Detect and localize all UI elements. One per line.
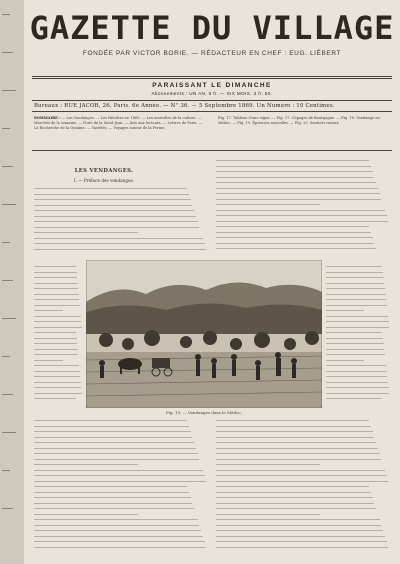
text-line: [216, 519, 380, 520]
text-line: [34, 459, 199, 460]
text-line: [34, 426, 189, 427]
text-line: [326, 354, 385, 355]
text-line: [216, 426, 371, 427]
summary-right-text: Fig. 17. Tableau d'une vigne. — Fig. 17. Cépages de Bourgogne. — Fig. 18. Vendange en Médoc. — Fig. 19. Épreuves nouvelles. — Fig. 20. Sentiers ruraux.: [218, 116, 380, 125]
text-line: [216, 503, 374, 504]
margin-mark: [2, 470, 10, 474]
text-line: [34, 199, 191, 200]
text-line: [216, 188, 378, 189]
text-line: [34, 547, 206, 548]
text-line: [34, 486, 187, 487]
text-line: [326, 327, 389, 328]
text-line: [34, 481, 206, 482]
bureau-rule-top: [32, 100, 392, 101]
text-line: [34, 205, 192, 206]
text-line: [326, 393, 389, 394]
text-line: [326, 360, 364, 361]
text-line: [216, 508, 376, 509]
founder-line: FONDÉE PAR VICTOR BORIE. — RÉDACTEUR EN CHEF : EUG. LIÉBERT: [82, 50, 342, 57]
text-line: [216, 442, 376, 443]
text-line: [216, 248, 376, 249]
summary-block: [34, 116, 390, 144]
text-line: [34, 530, 201, 531]
column-left-wrap: [34, 266, 82, 399]
text-line: [326, 305, 387, 306]
text-line: [34, 210, 194, 211]
text-line: [216, 199, 381, 200]
newspaper-title: GAZETTE DU VILLAGE: [29, 9, 395, 47]
text-line: [216, 525, 381, 526]
text-line: [216, 215, 387, 216]
text-line: [216, 210, 385, 211]
text-line: [216, 530, 383, 531]
text-line: [326, 338, 383, 339]
margin-mark: [2, 90, 16, 94]
text-line: [34, 227, 199, 228]
summary-left: [34, 116, 206, 144]
text-line: [34, 283, 78, 284]
text-line: [34, 442, 194, 443]
summary-right: [218, 116, 390, 144]
text-line: [34, 525, 199, 526]
text-line: [326, 294, 386, 295]
text-line: [326, 332, 382, 333]
text-line: [326, 288, 385, 289]
text-line: [34, 321, 81, 322]
text-line: [216, 481, 388, 482]
text-line: [34, 453, 198, 454]
text-line: [216, 486, 369, 487]
text-line: [326, 387, 389, 388]
text-line: [34, 365, 79, 366]
text-line: [34, 338, 77, 339]
text-line: [216, 437, 374, 438]
text-line: [34, 277, 77, 278]
text-line: [326, 310, 364, 311]
article-header: [34, 168, 174, 184]
text-line: [34, 519, 198, 520]
text-line: [34, 272, 77, 273]
text-line: [34, 503, 192, 504]
column-left-upper: [34, 188, 208, 250]
text-line: [34, 420, 187, 421]
text-line: [216, 448, 378, 449]
margin-mark: [2, 14, 10, 18]
text-line: [34, 382, 81, 383]
text-line: [34, 387, 81, 388]
text-line: [34, 360, 63, 361]
text-line: [34, 332, 76, 333]
bureau-line: Bureaux : RUE JACOB, 26, Paris. 6e Année. — N° 36. — 5 Septembre 1869. Un Numéro : 10 Centimes.: [34, 103, 335, 109]
margin-mark: [2, 242, 10, 246]
text-line: [216, 237, 373, 238]
text-line: [34, 349, 78, 350]
margin-mark: [2, 204, 16, 208]
margin-mark: [2, 318, 16, 322]
text-line: [34, 238, 203, 239]
text-line: [216, 541, 387, 542]
text-line: [34, 470, 203, 471]
text-line: [34, 431, 191, 432]
text-line: [216, 232, 371, 233]
column-right-wrap: [326, 266, 390, 399]
column-left-lower: [34, 420, 208, 548]
text-line: [216, 177, 374, 178]
text-line: [34, 536, 203, 537]
column-right-upper: [216, 160, 390, 249]
text-line: [34, 448, 196, 449]
text-line: [216, 171, 373, 172]
text-line: [326, 283, 384, 284]
text-line: [216, 464, 320, 465]
text-line: [34, 541, 205, 542]
text-line: [34, 194, 189, 195]
text-line: [216, 221, 388, 222]
margin-mark: [2, 356, 10, 360]
summary-label: SOMMAIRE :: [34, 116, 61, 120]
binding-margin: [0, 0, 24, 564]
vineyard-engraving: [86, 260, 322, 408]
figure-caption: Fig. 19. — Vendanges dans le Médoc.: [165, 410, 242, 415]
summary-left-text: — Les Vendanges. — Les Récoltes en 1869. — Les nouvelles de la culture. — Marchés de la semaine. — Foire de la Saint-Jean. — Avis aux lecteurs. — Lettres de Paris. — La Recherche de la Quinine. — Variétés. — Voyages autour de la Ferme.: [34, 116, 203, 130]
subscription-prices: Abonnements : UN AN, 6 fr. — SIX MOIS, 3 fr. 50.: [151, 91, 273, 96]
margin-mark: [2, 508, 13, 512]
text-line: [216, 514, 320, 515]
text-line: [216, 492, 371, 493]
text-line: [34, 492, 189, 493]
text-line: [34, 299, 79, 300]
article-subtitle: I. — Préface des vendanges.: [73, 178, 135, 183]
text-line: [326, 349, 384, 350]
text-line: [34, 232, 138, 233]
text-line: [34, 249, 206, 250]
text-line: [34, 508, 194, 509]
masthead-rule-top: [32, 76, 392, 77]
text-line: [34, 266, 76, 267]
margin-mark: [2, 128, 10, 132]
text-line: [326, 398, 382, 399]
publication-schedule: PARAISSANT LE DIMANCHE: [152, 82, 272, 89]
text-line: [216, 166, 371, 167]
text-line: [326, 382, 388, 383]
text-line: [326, 272, 383, 273]
text-line: [34, 243, 205, 244]
newspaper-page: [24, 0, 400, 564]
text-line: [216, 160, 369, 161]
text-line: [326, 376, 387, 377]
text-line: [216, 459, 381, 460]
margin-mark: [2, 280, 13, 284]
text-line: [34, 497, 191, 498]
column-right-lower: [216, 420, 390, 548]
text-line: [216, 431, 373, 432]
text-line: [326, 321, 389, 322]
masthead-rule-bottom: [32, 78, 392, 79]
text-line: [34, 343, 77, 344]
text-line: [34, 354, 78, 355]
text-line: [34, 437, 192, 438]
text-line: [34, 305, 80, 306]
text-line: [216, 497, 373, 498]
text-line: [326, 371, 387, 372]
text-line: [34, 393, 82, 394]
margin-mark: [2, 52, 13, 56]
text-line: [326, 365, 386, 366]
text-line: [216, 547, 388, 548]
article-title: LES VENDANGES.: [74, 168, 134, 174]
text-line: [216, 453, 380, 454]
text-line: [34, 316, 81, 317]
margin-mark: [2, 432, 16, 436]
text-line: [34, 288, 78, 289]
text-line: [34, 464, 138, 465]
text-line: [326, 343, 384, 344]
text-line: [34, 371, 80, 372]
text-line: [34, 398, 76, 399]
text-line: [326, 266, 382, 267]
margin-mark: [2, 394, 13, 398]
text-line: [34, 310, 63, 311]
text-line: [34, 514, 138, 515]
text-line: [216, 470, 385, 471]
text-line: [216, 204, 320, 205]
margin-mark: [2, 166, 13, 170]
text-line: [34, 376, 80, 377]
masthead: [24, 10, 400, 57]
text-line: [216, 193, 380, 194]
text-line: [216, 475, 387, 476]
text-line: [216, 182, 376, 183]
text-line: [34, 294, 79, 295]
text-line: [326, 299, 386, 300]
text-line: [34, 216, 196, 217]
text-line: [216, 420, 369, 421]
text-line: [34, 475, 205, 476]
text-line: [216, 226, 369, 227]
bureau-rule-bottom: [32, 111, 392, 112]
text-line: [34, 221, 198, 222]
text-line: [216, 243, 374, 244]
text-line: [326, 277, 384, 278]
text-line: [216, 536, 385, 537]
summary-rule: [32, 150, 392, 151]
text-line: [34, 327, 82, 328]
text-line: [326, 316, 388, 317]
text-line: [34, 188, 187, 189]
